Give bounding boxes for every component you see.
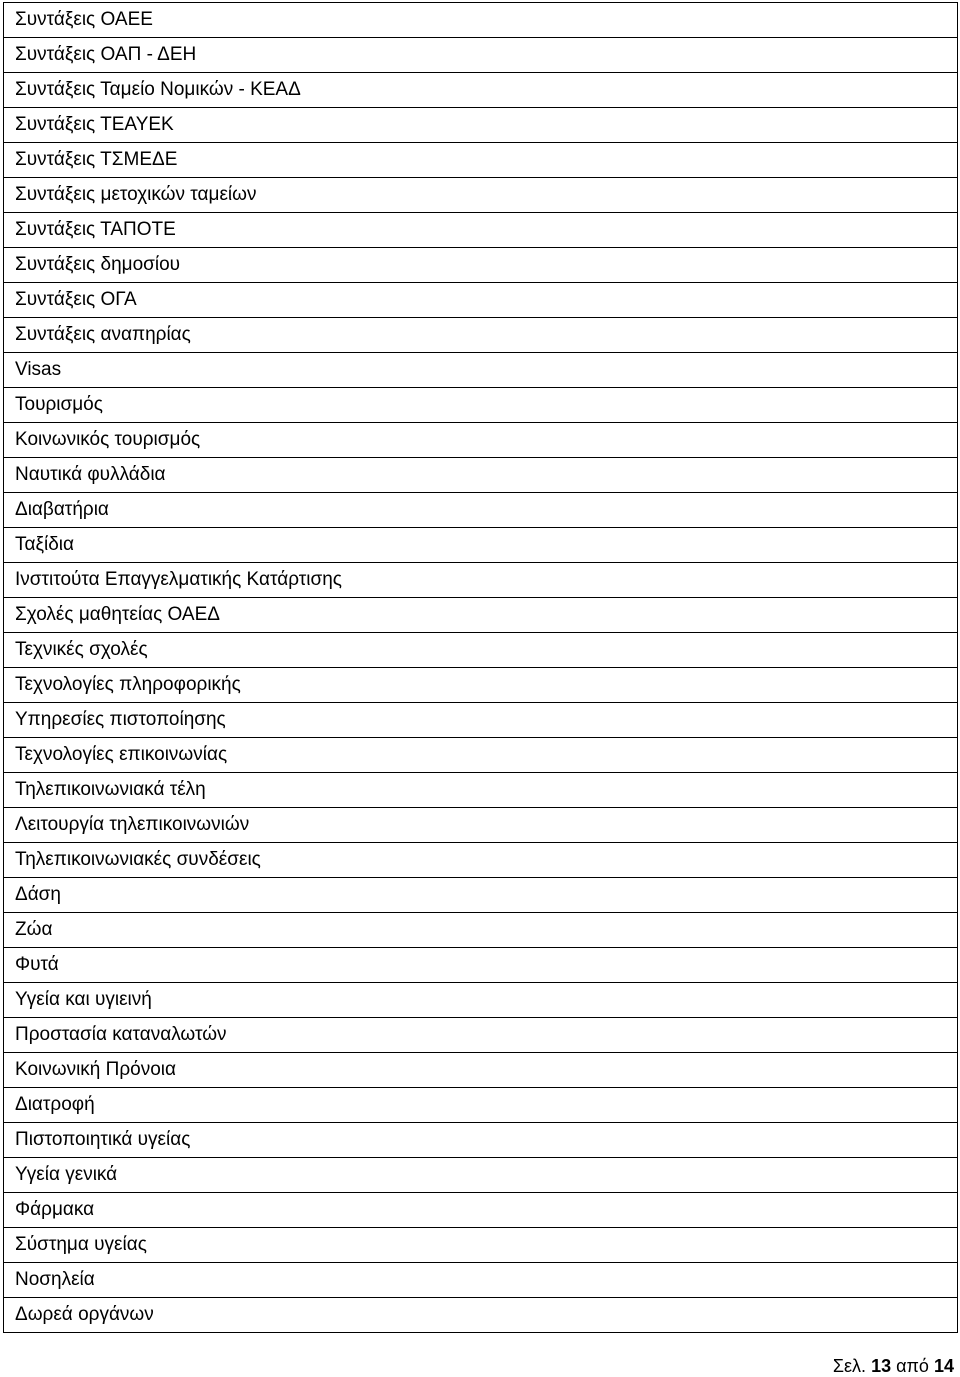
- table-row: [4, 73, 958, 108]
- topic-cell: Διαβατήρια: [4, 493, 958, 528]
- table-row: [4, 738, 958, 773]
- topic-cell: Συντάξεις μετοχικών ταμείων: [4, 178, 958, 213]
- table-row: [4, 948, 958, 983]
- topic-cell: Συντάξεις ΤΣΜΕΔΕ: [4, 143, 958, 178]
- table-row: [4, 353, 958, 388]
- table-row: [4, 878, 958, 913]
- table-row: [4, 983, 958, 1018]
- topic-cell: Τεχνολογίες επικοινωνίας: [4, 738, 958, 773]
- table-row: [4, 703, 958, 738]
- topic-cell: Υγεία και υγιεινή: [4, 983, 958, 1018]
- topic-cell: Σχολές μαθητείας ΟΑΕΔ: [4, 598, 958, 633]
- topic-cell: Ζώα: [4, 913, 958, 948]
- of-label: από: [896, 1356, 929, 1376]
- table-row: [4, 913, 958, 948]
- table-row: [4, 108, 958, 143]
- topic-cell: Συντάξεις ΤΕΑΥΕΚ: [4, 108, 958, 143]
- table-row: [4, 388, 958, 423]
- table-row: [4, 1193, 958, 1228]
- topic-cell: Δάση: [4, 878, 958, 913]
- table-row: [4, 1053, 958, 1088]
- topic-cell: Τηλεπικοινωνιακές συνδέσεις: [4, 843, 958, 878]
- page-label: Σελ.: [832, 1356, 867, 1376]
- topics-table: [3, 2, 958, 1333]
- topic-cell: Φυτά: [4, 948, 958, 983]
- table-row: [4, 178, 958, 213]
- table-row: [4, 248, 958, 283]
- topic-cell: Νοσηλεία: [4, 1263, 958, 1298]
- topic-cell: Κοινωνικός τουρισμός: [4, 423, 958, 458]
- table-row: [4, 528, 958, 563]
- topic-cell: Σύστημα υγείας: [4, 1228, 958, 1263]
- page-footer: [833, 1356, 954, 1376]
- table-row: [4, 493, 958, 528]
- table-row: [4, 213, 958, 248]
- table-row: [4, 1123, 958, 1158]
- table-row: [4, 633, 958, 668]
- table-row: [4, 1018, 958, 1053]
- topic-cell: Διατροφή: [4, 1088, 958, 1123]
- topics-table-body: [4, 3, 958, 1333]
- topic-cell: Πιστοποιητικά υγείας: [4, 1123, 958, 1158]
- topic-cell: Κοινωνική Πρόνοια: [4, 1053, 958, 1088]
- table-row: [4, 668, 958, 703]
- table-row: [4, 1158, 958, 1193]
- total-pages-number: 14: [933, 1356, 954, 1376]
- table-row: [4, 283, 958, 318]
- topic-cell: Ινστιτούτα Επαγγελματικής Κατάρτισης: [4, 563, 958, 598]
- table-row: [4, 458, 958, 493]
- topic-cell: Συντάξεις ΟΑΕΕ: [4, 3, 958, 38]
- topic-cell: Δωρεά οργάνων: [4, 1298, 958, 1333]
- table-row: [4, 598, 958, 633]
- topic-cell: Φάρμακα: [4, 1193, 958, 1228]
- current-page-number: 13: [871, 1356, 892, 1376]
- topic-cell: Συντάξεις δημοσίου: [4, 248, 958, 283]
- table-row: [4, 318, 958, 353]
- topic-cell: Υγεία γενικά: [4, 1158, 958, 1193]
- topic-cell: Προστασία καταναλωτών: [4, 1018, 958, 1053]
- table-row: [4, 423, 958, 458]
- topic-cell: Visas: [4, 353, 958, 388]
- topic-cell: Λειτουργία τηλεπικοινωνιών: [4, 808, 958, 843]
- table-row: [4, 1228, 958, 1263]
- table-row: [4, 563, 958, 598]
- topic-cell: Συντάξεις Ταμείο Νομικών - ΚΕΑΔ: [4, 73, 958, 108]
- topic-cell: Τηλεπικοινωνιακά τέλη: [4, 773, 958, 808]
- topic-cell: Συντάξεις ΟΓΑ: [4, 283, 958, 318]
- topic-cell: Υπηρεσίες πιστοποίησης: [4, 703, 958, 738]
- table-row: [4, 1298, 958, 1333]
- topic-cell: Τουρισμός: [4, 388, 958, 423]
- table-row: [4, 38, 958, 73]
- topic-cell: Τεχνολογίες πληροφορικής: [4, 668, 958, 703]
- topic-cell: Συντάξεις ΤΑΠΟΤΕ: [4, 213, 958, 248]
- table-row: [4, 808, 958, 843]
- topic-cell: Τεχνικές σχολές: [4, 633, 958, 668]
- table-row: [4, 1088, 958, 1123]
- table-row: [4, 3, 958, 38]
- topic-cell: Ναυτικά φυλλάδια: [4, 458, 958, 493]
- table-row: [4, 143, 958, 178]
- table-row: [4, 1263, 958, 1298]
- topic-cell: Ταξίδια: [4, 528, 958, 563]
- topic-cell: Συντάξεις αναπηρίας: [4, 318, 958, 353]
- table-row: [4, 843, 958, 878]
- topic-cell: Συντάξεις ΟΑΠ - ΔΕΗ: [4, 38, 958, 73]
- table-row: [4, 773, 958, 808]
